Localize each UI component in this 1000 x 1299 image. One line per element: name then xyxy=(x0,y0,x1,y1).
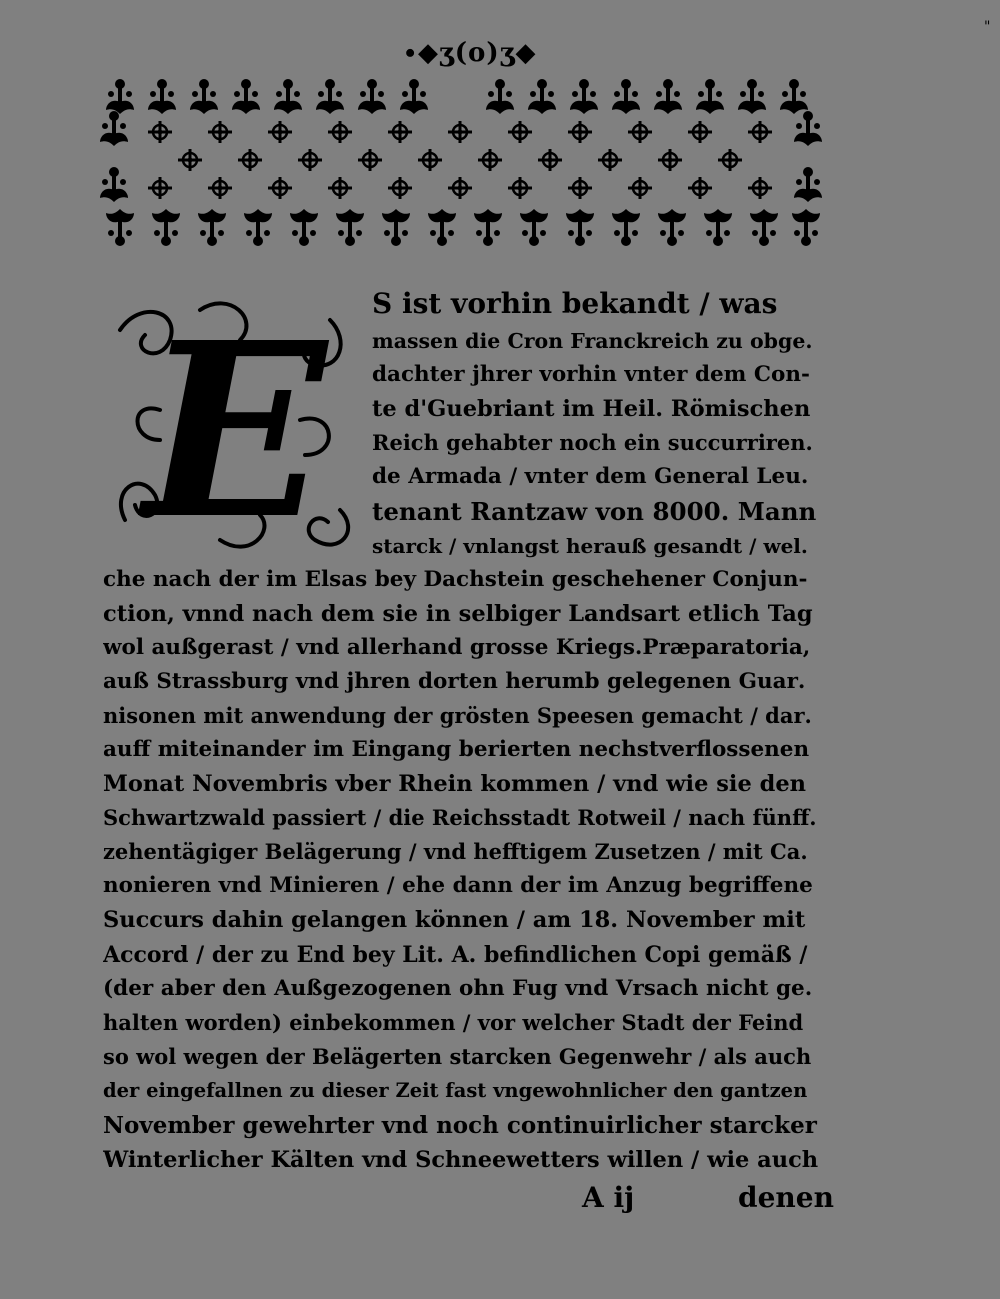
initial-glyph: E xyxy=(143,290,327,560)
signature-mark: A ij xyxy=(582,1181,635,1214)
text-line: auß Strassburg vnd jhren dorten herumb gelegenen Guar․ xyxy=(103,669,806,694)
text-line: te d'Guebriant im Heil. Römischen xyxy=(372,396,811,422)
corner-mark: " xyxy=(984,19,991,35)
text-line: November gewehrter vnd noch continuirlicher starcker xyxy=(103,1112,817,1139)
text-line: che nach der im Elsas bey Dachstein geschehener Conjun- xyxy=(103,567,808,592)
text-line: de Armada / vnter dem General Leu․ xyxy=(372,464,809,489)
text-line: halten worden) einbekommen / vor welcher Stadt der Feind xyxy=(103,1010,804,1035)
text-line: zehentägiger Belägerung / vnd hefftigem Zusetzen / mit Ca․ xyxy=(103,839,808,864)
text-line: Schwartzwald passiert / die Reichsstadt Rotweil / nach fünff․ xyxy=(103,805,817,830)
text-line: wol außgerast / vnd allerhand grosse Kriegs․Præparatoria, xyxy=(103,635,811,660)
text-line: Winterlicher Kälten vnd Schneewetters willen / wie auch xyxy=(103,1147,818,1173)
ornamental-border xyxy=(100,70,825,250)
text-line: dachter jhrer vorhin vnter dem Con- xyxy=(372,362,810,387)
text-line: nisonen mit anwendung der grösten Speesen gemacht / dar․ xyxy=(103,703,812,728)
text-line: ction, vnnd nach dem sie in selbiger Landsart etlich Tag xyxy=(103,601,813,627)
page-head-mark: ∙◆ʒ(o)ʒ◆ xyxy=(403,38,537,68)
text-line: (der aber den Außgezogenen ohn Fug vnd Vrsach nicht ge․ xyxy=(103,976,813,1001)
text-line: nonieren vnd Minieren / ehe dann der im Anzug begriffene xyxy=(103,873,813,898)
text-line: Monat Novembris vber Rhein kommen / vnd wie sie den xyxy=(103,771,807,797)
text-line: Reich gehabter noch ein succurriren․ xyxy=(372,430,813,455)
text-line: S ist vorhin bekandt / was xyxy=(372,288,778,320)
decorated-initial-letter xyxy=(100,290,370,560)
text-line: massen die Cron Franckreich zu obge․ xyxy=(372,329,813,353)
catchword: denen xyxy=(738,1181,834,1214)
text-line: starck / vnlangst herauß gesandt / wel․ xyxy=(372,534,808,558)
text-line: Succurs dahin gelangen können / am 18. November mit xyxy=(103,907,806,933)
text-line: der eingefallnen zu dieser Zeit fast vngewohnlicher den gantzen xyxy=(103,1079,808,1102)
text-line: tenant Rantzaw von 8000. Mann xyxy=(372,497,817,526)
text-line: so wol wegen der Belägerten starcken Gegenwehr / als auch xyxy=(103,1044,812,1069)
text-line: auff miteinander im Eingang berierten nechstverflossenen xyxy=(103,737,810,762)
text-line: Accord / der zu End bey Lit. A. befindlichen Copi gemäß / xyxy=(103,942,808,968)
